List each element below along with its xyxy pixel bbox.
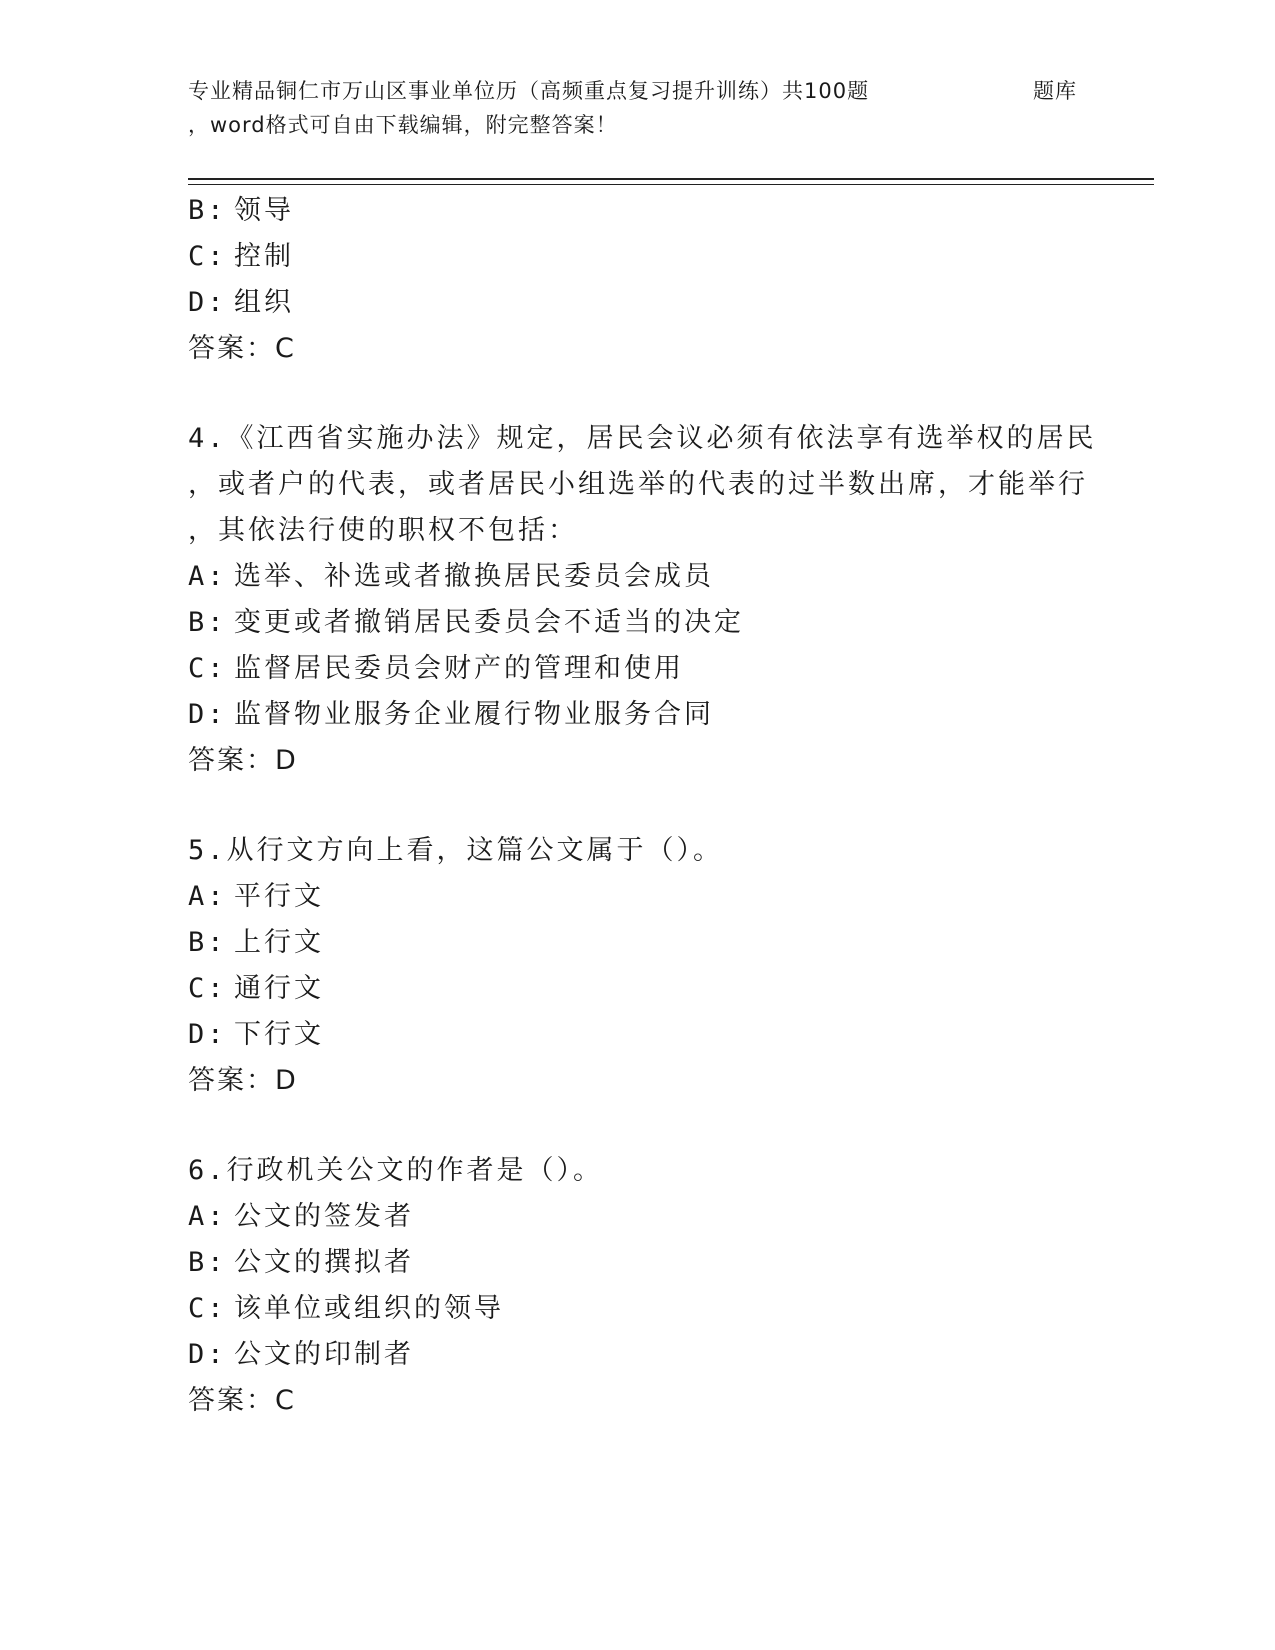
option-prefix: A: [188,1201,227,1232]
spacer [188,1104,1068,1148]
header-tag: 题库 [1033,79,1077,103]
option-a [188,554,1068,600]
answer-line: 答案：C [188,333,296,364]
option-prefix: B: [188,607,227,638]
option-text: 变更或者撤销居民委员会不适当的决定 [234,607,744,638]
header-row [188,74,1088,108]
option-c [188,966,1068,1012]
option-b [188,600,1068,646]
option-prefix: A: [188,561,227,592]
question-stem-line: ，或者户的代表，或者居民小组选举的代表的过半数出席，才能举行 [188,469,1088,500]
option-d [188,280,1068,326]
option-text: 上行文 [234,927,324,958]
option-c [188,1286,1068,1332]
document-subtitle: ，word格式可自由下载编辑，附完整答案！ [188,113,618,137]
option-prefix: D: [188,1019,227,1050]
question-stem-line: ，其依法行使的职权不包括： [188,515,578,546]
option-c [188,234,1068,280]
option-d [188,1332,1068,1378]
question-stem-line: 6.行政机关公文的作者是（）。 [188,1155,604,1186]
header-divider-thin [188,184,1154,185]
question-block-6 [188,1148,1068,1424]
option-b [188,920,1068,966]
option-prefix: C: [188,1293,227,1324]
answer-line: 答案：C [188,1385,296,1416]
option-prefix: B: [188,927,227,958]
option-text: 下行文 [234,1019,324,1050]
question-stem-line: 5.从行文方向上看，这篇公文属于（）。 [188,835,724,866]
option-d [188,1012,1068,1058]
question-content [188,188,1097,1424]
option-a [188,874,1068,920]
option-text: 公文的签发者 [234,1201,414,1232]
question-stem-line: 4.《江西省实施办法》规定，居民会议必须有依法享有选举权的居民 [188,423,1097,454]
answer-line: 答案：D [188,745,298,776]
option-text: 领导 [234,195,294,226]
option-text: 通行文 [234,973,324,1004]
option-b [188,188,1068,234]
question-block-4 [188,416,1097,784]
option-prefix: C: [188,973,227,1004]
option-text: 选举、补选或者撤换居民委员会成员 [234,561,714,592]
option-b [188,1240,1068,1286]
option-prefix: D: [188,287,227,318]
option-prefix: A: [188,881,227,912]
option-c [188,646,1068,692]
option-text: 组织 [234,287,294,318]
option-text: 该单位或组织的领导 [234,1293,504,1324]
header-divider-thick [188,178,1154,180]
question-block-prev [188,188,1068,372]
option-text: 监督居民委员会财产的管理和使用 [234,653,684,684]
question-block-5 [188,828,1068,1104]
document-title: 专业精品铜仁市万山区事业单位历（高频重点复习提升训练）共100题 [188,79,870,103]
spacer [188,784,1068,828]
option-prefix: B: [188,1247,227,1278]
option-prefix: C: [188,653,227,684]
option-prefix: C: [188,241,227,272]
option-text: 公文的印制者 [234,1339,414,1370]
option-a [188,1194,1068,1240]
option-text: 监督物业服务企业履行物业服务合同 [234,699,714,730]
answer-line: 答案：D [188,1065,298,1096]
option-prefix: D: [188,1339,227,1370]
document-header [188,74,1088,142]
option-prefix: D: [188,699,227,730]
option-d [188,692,1068,738]
spacer [188,372,1068,416]
option-text: 平行文 [234,881,324,912]
option-prefix: B: [188,195,227,226]
option-text: 公文的撰拟者 [234,1247,414,1278]
option-text: 控制 [234,241,294,272]
